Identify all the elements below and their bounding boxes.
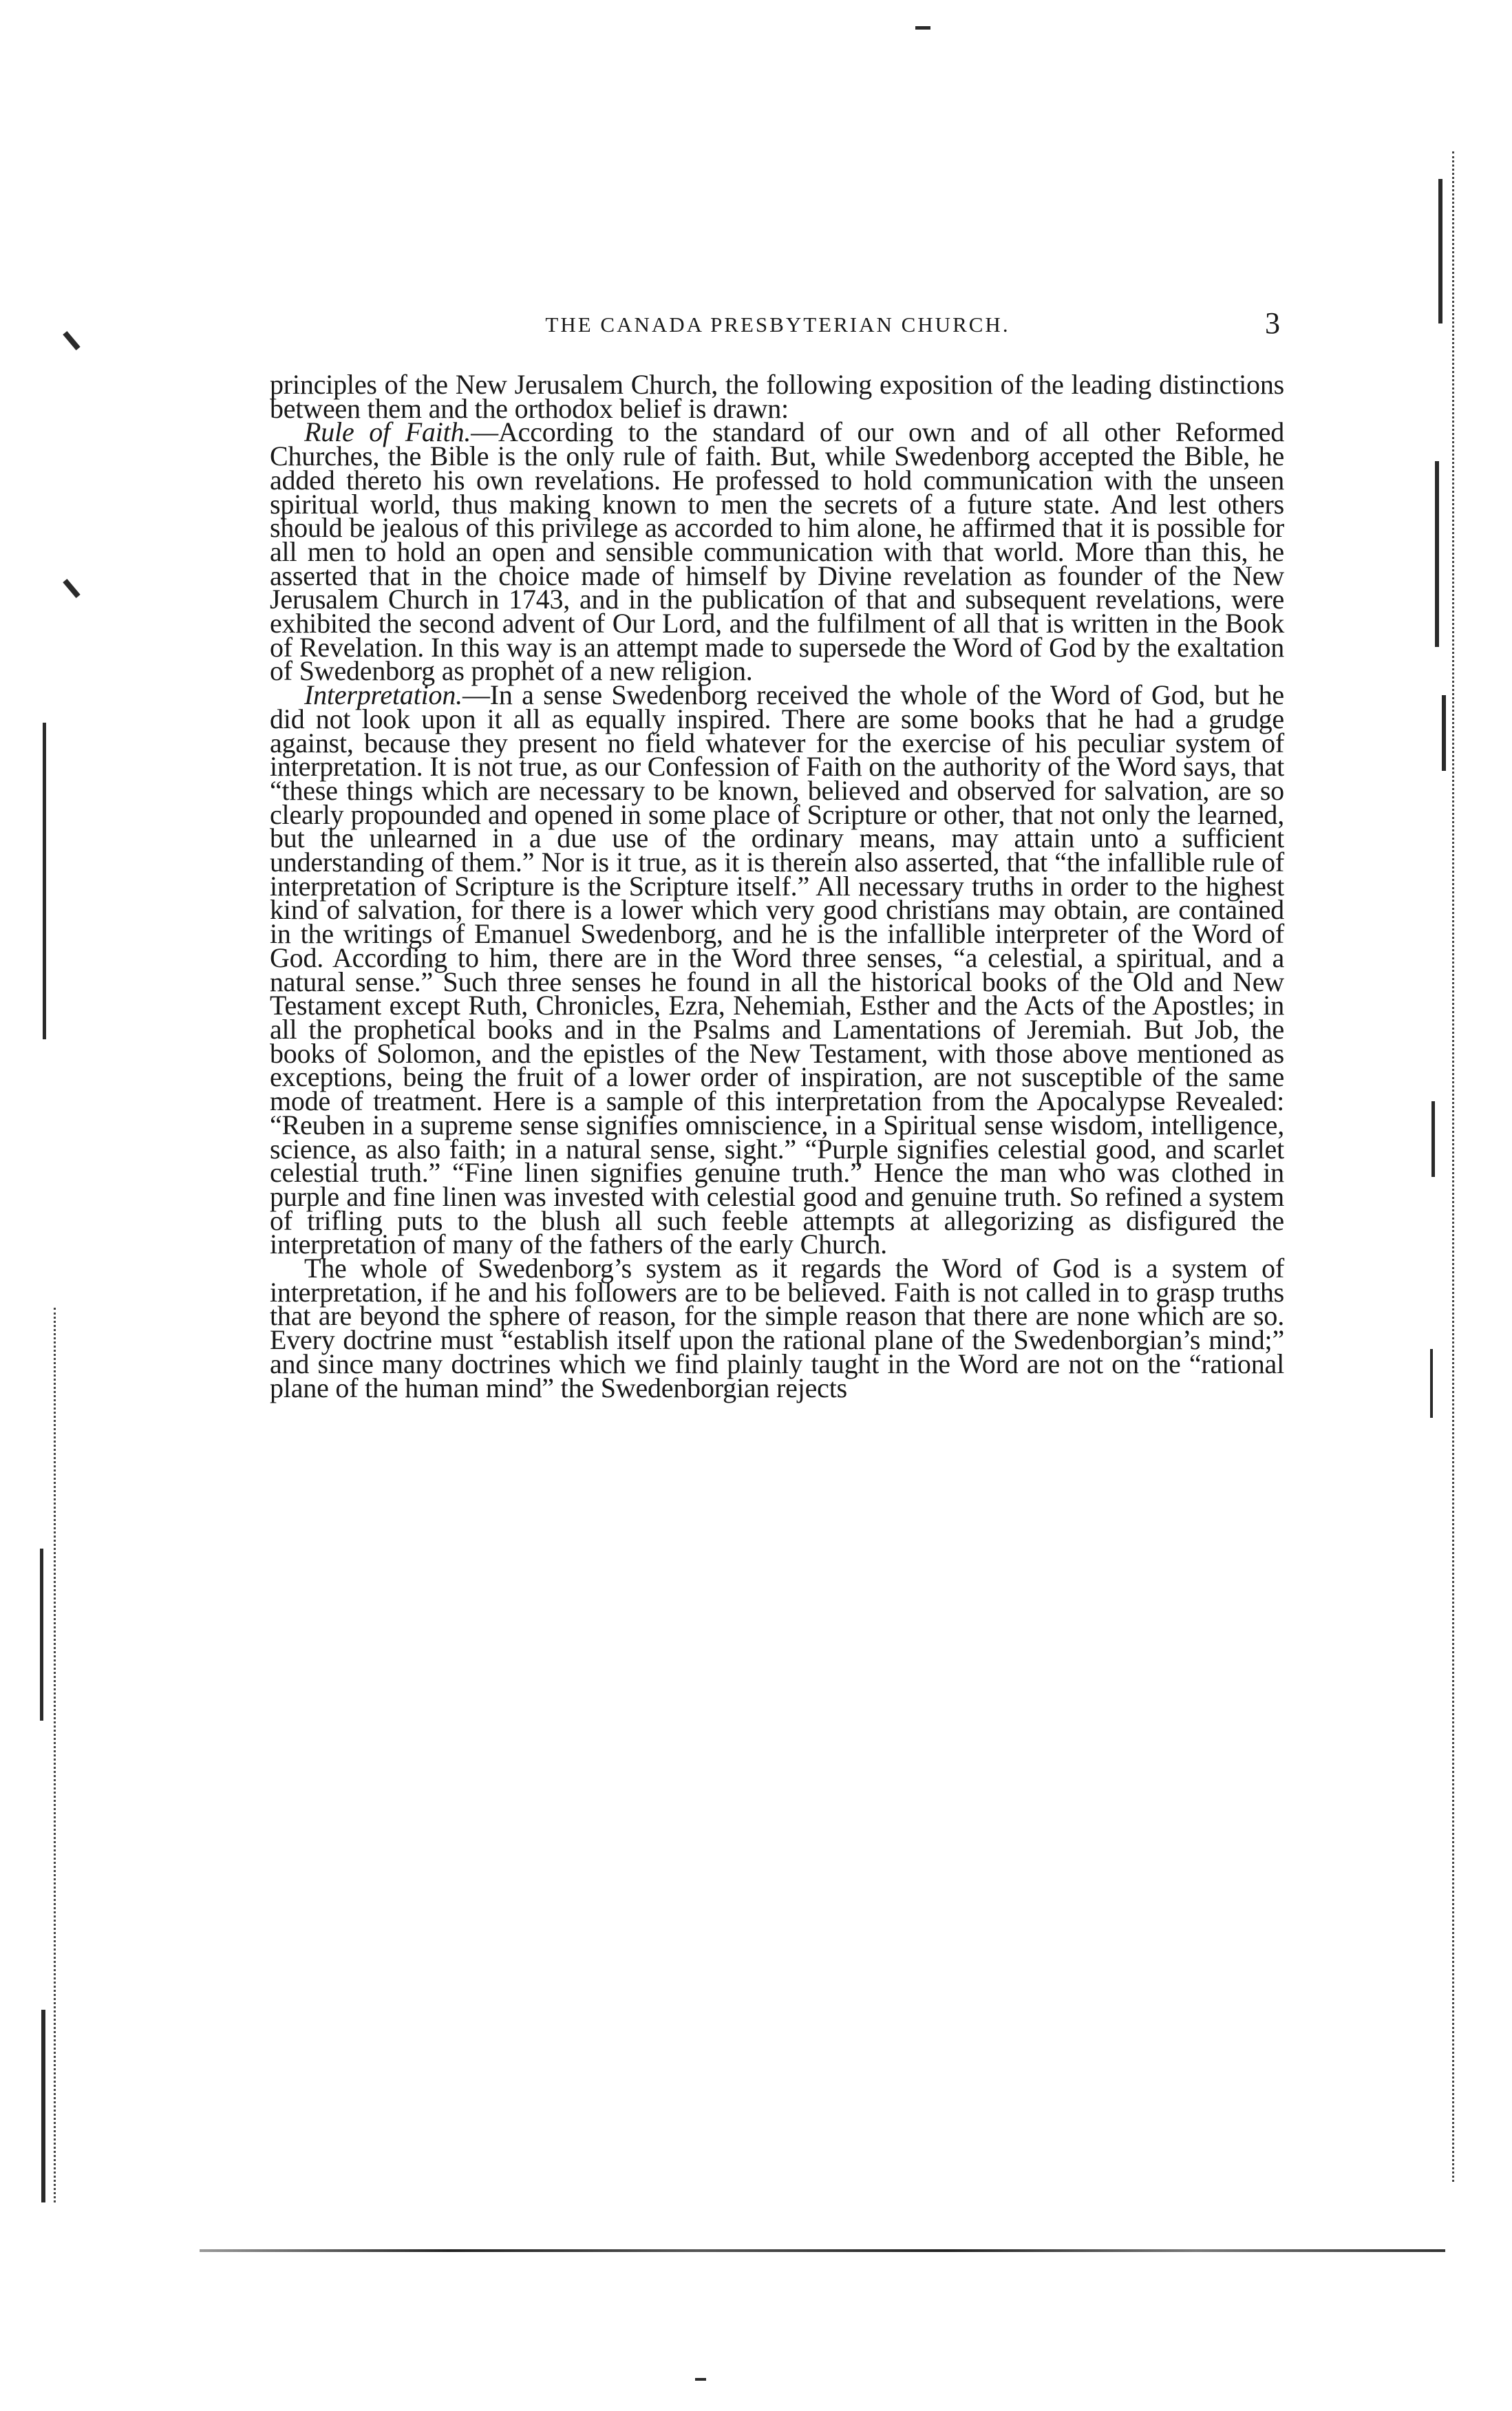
- paragraph-system-of-interpretation: [270, 1253, 1284, 1403]
- paragraph-text: —In a sense Swedenborg received the whole of the Word of God, but he did not look upon it all as equally inspired. There are some books that he had a grudge against, because they present no field whatever for the exercise of his peculiar system of interpretation. It is not true, as our Confession of Faith on the authority of the Word says, that “these things which are necessary to be known, believed and observed for salvation, are so clearly propounded and opened in some place of Scripture or other, that not only the learned, but the unlearned in a due use of the ordinary means, may attain unto a sufficient understanding of them.” Nor is it true, as it is therein also asserted, that “the infallible rule of interpretation of Scripture is the Scripture itself.” All necessary truths in order to the highest kind of salvation, for there is a lower which very good christians may obtain, are contained in the writings of Emanuel Swedenborg, and he is the infallible interpreter of the Word of God. According to him, there are in the Word three senses, “a celestial, a spiritual, and a natural sense.” Such three senses he found in all the historical books of the Old and New Testament except Ruth, Chronicles, Ezra, Nehemiah, Esther and the Acts of the Apostles; in all the prophetical books and in the Psalms and Lamentations of Jeremiah. But Job, the books of Solomon, and the epistles of the New Testament, with those above mentioned as exceptions, being the fruit of a lower order of inspiration, are not susceptible of the same mode of treatment. Here is a sample of this interpretation from the Apocalypse Revealed: “Reuben in a supreme sense signifies omniscience, in a Spiritual sense wisdom, intelligence, science, as also faith; in a natural sense, sight.” “Purple signifies celestial good, and scarlet celestial truth.” “Fine linen signifies genuine truth.” Hence the man who was clothed in purple and fine linen was invested with celestial good and genuine truth. So refined a system of trifling puts to the blush all such feeble attempts at allegorizing as disfigured the interpretation of many of the fathers of the early Church.: [270, 679, 1284, 1260]
- scan-line-left-3: [41, 2010, 45, 2202]
- scan-smudge-bottom: [695, 2378, 706, 2381]
- scan-tick-left-1: [63, 331, 80, 350]
- scan-tick-left-2: [63, 579, 80, 598]
- body-text: [270, 369, 1284, 1403]
- section-heading-rule-of-faith: Rule of Faith.: [304, 416, 471, 448]
- page-header: [275, 308, 1280, 350]
- paragraph-interpretation: [270, 679, 1284, 1260]
- scan-noise-right: [1452, 151, 1454, 2182]
- page-number: 3: [1265, 306, 1280, 340]
- page-bottom-edge: [200, 2249, 1445, 2252]
- scan-line-left-1: [43, 723, 46, 1039]
- paragraph-rule-of-faith: [270, 416, 1284, 687]
- scan-line-right-2: [1435, 461, 1439, 647]
- scan-line-right-1: [1438, 179, 1442, 323]
- scan-line-right-5: [1430, 1349, 1433, 1418]
- paragraph-text: principles of the New Jerusalem Church, the following exposition of the leading distinctions between them and the orthodox belief is drawn:: [270, 369, 1284, 424]
- scan-line-right-4: [1431, 1101, 1435, 1177]
- running-head: THE CANADA PRESBYTERIAN CHURCH.: [545, 312, 1010, 337]
- paragraph-text: The whole of Swedenborg’s system as it regards the Word of God is a system of interpretation, if he and his followers are to be believed. Faith is not called in to grasp truths that are beyond the sphere of reason, for the simple reason that there are none which are so. Every doctrine must “establish itself upon the rational plane of the Swedenborgian’s mind;” and since many doctrines which we find plainly taught in the Word are not on the “rational plane of the human mind” the Swedenborgian rejects: [270, 1253, 1284, 1403]
- scan-noise-left: [54, 1308, 56, 2202]
- scan-line-right-3: [1442, 695, 1446, 771]
- paragraph-text: —According to the standard of our own and of all other Reformed Churches, the Bible is the only rule of faith. But, while Swedenborg accepted the Bible, he added thereto his own revelations. He professed to hold communication with the unseen spiritual world, thus making known to men the secrets of a future state. And lest others should be jealous of this privilege as accorded to him alone, he affirmed that it is possible for all men to hold an open and sensible communication with that world. More than this, he asserted that in the choice made of himself by Divine revelation as founder of the New Jerusalem Church in 1743, and in the publication of that and subsequent revelations, were exhibited the second advent of Our Lord, and the fulfilment of all that is written in the Book of Revelation. In this way is an attempt made to supersede the Word of God by the exaltation of Swedenborg as prophet of a new religion.: [270, 416, 1284, 687]
- scan-line-left-2: [40, 1549, 43, 1721]
- scan-smudge-top: [915, 26, 930, 30]
- paragraph-continuation: [270, 369, 1284, 424]
- section-heading-interpretation: Interpretation.: [304, 679, 462, 711]
